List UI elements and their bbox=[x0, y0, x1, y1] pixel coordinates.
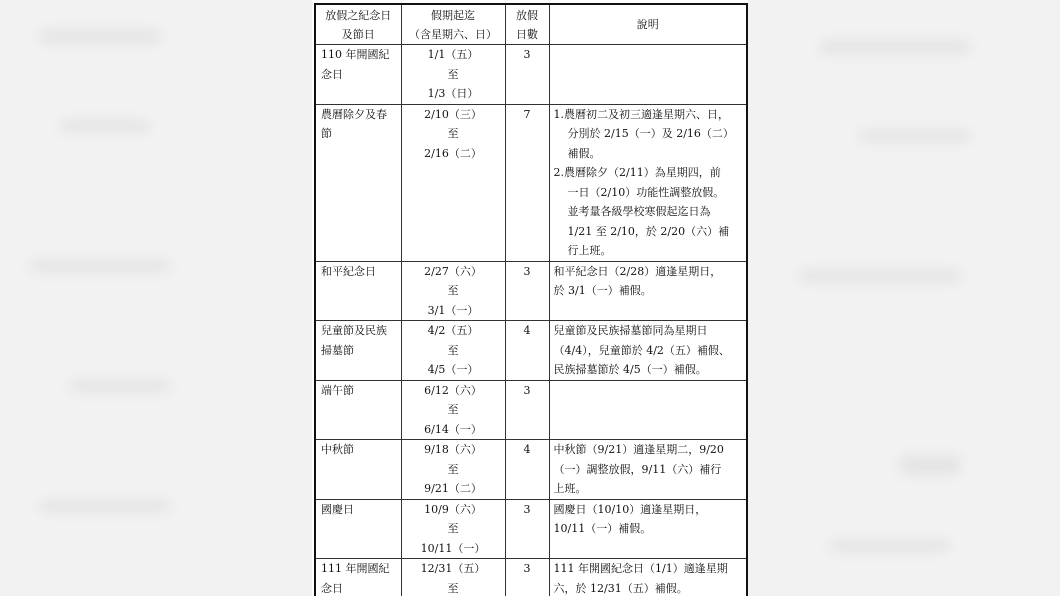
notes-cell bbox=[549, 559, 747, 596]
note-item bbox=[554, 262, 743, 301]
period-line: 至 bbox=[447, 127, 459, 140]
period-line: 至 bbox=[447, 581, 459, 595]
period-line: 至 bbox=[447, 67, 459, 81]
holiday-name-line: 節 bbox=[321, 127, 332, 140]
days-value: 3 bbox=[523, 264, 531, 278]
holiday-name-cell bbox=[315, 499, 401, 559]
header-period: 假期起迄 （含星期六、日） bbox=[401, 4, 505, 45]
days-cell bbox=[505, 321, 549, 381]
period-cell bbox=[401, 440, 505, 500]
note-line: 和平紀念日（2/28）適逢星期日， bbox=[553, 264, 722, 278]
period-cell bbox=[401, 380, 505, 440]
note-line: 中秋節（9/21）適逢星期二，9/20 bbox=[553, 443, 724, 456]
note-item bbox=[554, 559, 743, 596]
days-value: 4 bbox=[523, 324, 531, 337]
holiday-name-line: 念日 bbox=[321, 581, 343, 595]
note-line: 兒童節及民族掃墓節同為星期日 bbox=[553, 324, 708, 337]
days-value: 3 bbox=[523, 562, 531, 575]
note-line: 上班。 bbox=[553, 482, 587, 495]
note-line: 行上班。 bbox=[567, 244, 612, 257]
table-row bbox=[315, 440, 747, 500]
note-line: 一日（2/10）功能性調整放假。 bbox=[567, 185, 725, 199]
note-item bbox=[554, 163, 743, 261]
note-line: 111 年開國紀念日（1/1）適逢星期 bbox=[553, 562, 728, 575]
period-line: 2/27（六） bbox=[424, 264, 482, 278]
holiday-name-line: 111 年開國紀 bbox=[321, 562, 390, 575]
period-cell bbox=[401, 45, 505, 105]
note-line: （一）調整放假，9/11（六）補行 bbox=[553, 462, 722, 476]
days-cell bbox=[505, 45, 549, 105]
days-value: 3 bbox=[523, 502, 531, 516]
notes-cell bbox=[549, 499, 747, 559]
notes-cell bbox=[549, 45, 747, 105]
notes-cell bbox=[549, 440, 747, 500]
note-item bbox=[554, 105, 743, 164]
period-cell bbox=[401, 559, 505, 596]
days-value: 4 bbox=[523, 443, 531, 456]
note-line: 於 3/1（一）補假。 bbox=[553, 284, 652, 297]
notes-cell bbox=[549, 261, 747, 321]
period-line: 6/14（一） bbox=[424, 422, 482, 436]
holiday-name-cell bbox=[315, 559, 401, 596]
header-days: 放假 日數 bbox=[505, 4, 549, 45]
days-value: 7 bbox=[523, 107, 531, 121]
period-line: 12/31（五） bbox=[420, 562, 486, 575]
note-item bbox=[554, 440, 743, 499]
holiday-name-line: 念日 bbox=[321, 67, 343, 81]
holiday-name-line: 和平紀念日 bbox=[321, 264, 376, 278]
notes-cell bbox=[549, 380, 747, 440]
note-line: 並考量各級學校寒假起迄日為 bbox=[567, 205, 711, 218]
holiday-name-line: 中秋節 bbox=[321, 443, 354, 456]
period-line: 6/12（六） bbox=[424, 383, 482, 397]
table-row bbox=[315, 45, 747, 105]
holiday-name-cell bbox=[315, 440, 401, 500]
table-row bbox=[315, 261, 747, 321]
period-line: 至 bbox=[447, 462, 459, 476]
holiday-table bbox=[314, 3, 748, 596]
holiday-name-cell bbox=[315, 261, 401, 321]
period-line: 3/1（一） bbox=[427, 303, 479, 317]
note-line: 六，於 12/31（五）補假。 bbox=[553, 581, 688, 595]
note-line: 1.農曆初二及初三適逢星期六、日， bbox=[553, 107, 729, 121]
period-line: 至 bbox=[447, 284, 459, 297]
period-line: 4/5（一） bbox=[427, 363, 479, 376]
holiday-name-cell bbox=[315, 321, 401, 381]
days-cell bbox=[505, 261, 549, 321]
period-line: 10/9（六） bbox=[424, 502, 482, 516]
days-value: 3 bbox=[523, 383, 531, 397]
holiday-name-line: 110 年開國紀 bbox=[321, 48, 390, 61]
period-line: 2/10（三） bbox=[424, 107, 482, 121]
holiday-name-cell bbox=[315, 104, 401, 261]
table-header-row bbox=[315, 4, 747, 45]
period-cell bbox=[401, 261, 505, 321]
note-line: 國慶日（10/10）適逢星期日， bbox=[553, 502, 707, 516]
holiday-table-document bbox=[312, 0, 748, 596]
table-row bbox=[315, 104, 747, 261]
period-line: 9/18（六） bbox=[424, 443, 482, 456]
holiday-name-line: 掃墓節 bbox=[321, 343, 354, 357]
period-line: 1/1（五） bbox=[427, 48, 479, 61]
days-cell bbox=[505, 499, 549, 559]
notes-cell bbox=[549, 104, 747, 261]
note-line: 2.農曆除夕（2/11）為星期四，前 bbox=[553, 166, 721, 179]
notes-cell bbox=[549, 321, 747, 381]
holiday-name-line: 國慶日 bbox=[321, 502, 354, 516]
period-line: 2/16（二） bbox=[424, 146, 482, 160]
period-line: 至 bbox=[447, 343, 459, 357]
holiday-name-line: 兒童節及民族 bbox=[321, 324, 387, 337]
period-line: 1/3（日） bbox=[427, 87, 479, 100]
holiday-name-cell bbox=[315, 380, 401, 440]
days-cell bbox=[505, 104, 549, 261]
note-item bbox=[554, 500, 743, 539]
table-row bbox=[315, 380, 747, 440]
days-cell bbox=[505, 380, 549, 440]
holiday-name-line: 端午節 bbox=[321, 383, 354, 397]
header-notes: 說明 bbox=[549, 4, 747, 45]
note-line: 民族掃墓節於 4/5（一）補假。 bbox=[553, 363, 707, 376]
note-line: （4/4），兒童節於 4/2（五）補假、 bbox=[553, 343, 730, 357]
period-line: 4/2（五） bbox=[427, 324, 479, 337]
days-value: 3 bbox=[523, 48, 531, 61]
note-line: 1/21 至 2/10，於 2/20（六）補 bbox=[567, 224, 730, 238]
note-item bbox=[554, 321, 743, 380]
days-cell bbox=[505, 559, 549, 596]
note-line: 10/11（一）補假。 bbox=[553, 522, 652, 535]
period-line: 9/21（二） bbox=[424, 482, 482, 495]
header-holiday: 放假之紀念日 及節日 bbox=[315, 4, 401, 45]
note-line: 分別於 2/15（一）及 2/16（二） bbox=[567, 127, 734, 140]
period-line: 至 bbox=[447, 522, 459, 535]
days-cell bbox=[505, 440, 549, 500]
period-line: 10/11（一） bbox=[420, 541, 486, 555]
period-cell bbox=[401, 104, 505, 261]
holiday-name-cell bbox=[315, 45, 401, 105]
table-row bbox=[315, 559, 747, 596]
holiday-name-line: 農曆除夕及春 bbox=[321, 107, 387, 121]
period-cell bbox=[401, 499, 505, 559]
table-row bbox=[315, 499, 747, 559]
note-line: 補假。 bbox=[567, 146, 601, 160]
table-row bbox=[315, 321, 747, 381]
period-line: 至 bbox=[447, 403, 459, 416]
period-cell bbox=[401, 321, 505, 381]
